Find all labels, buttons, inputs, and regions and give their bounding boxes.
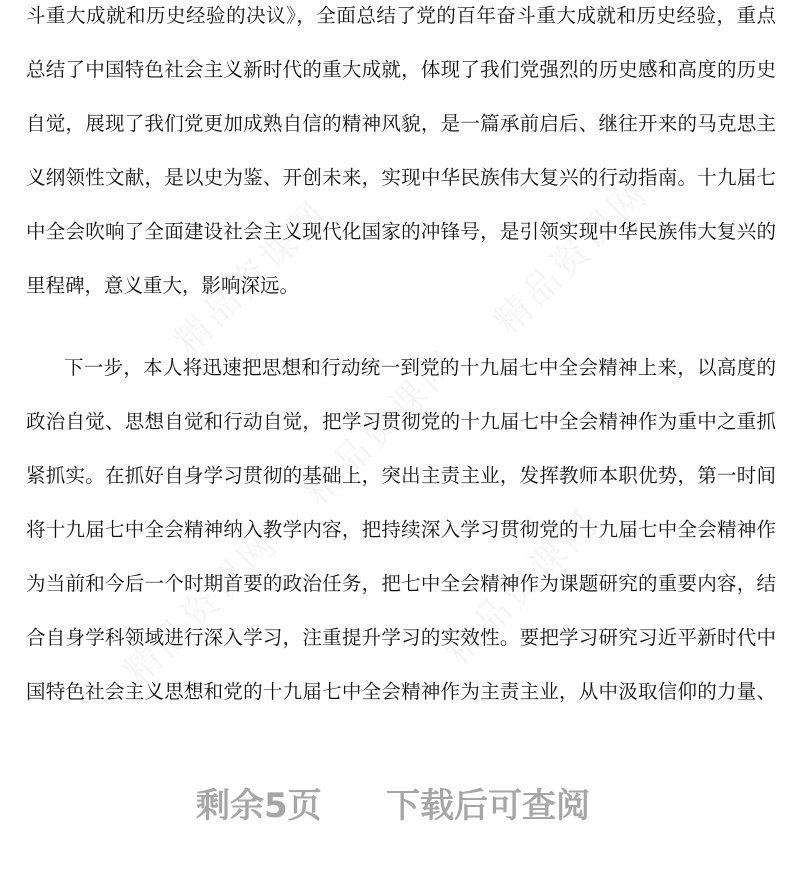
watermark <box>481 167 658 344</box>
text-line: 合自身学科领域进行深入学习，注重提升学习的实效性。要把学习研究习近平新时代中 <box>26 626 776 649</box>
text-line: 总结了中国特色社会主义新时代的重大成就，体现了我们党强烈的历史感和高度的历史 <box>26 58 776 81</box>
text-line: 国特色社会主义思想和党的十九届七中全会精神作为主责主业，从中汲取信仰的力量、 <box>26 680 776 703</box>
remaining-pages-label: 剩余5页 <box>196 786 322 826</box>
watermark <box>111 517 288 694</box>
text-line: 自觉，展现了我们党更加成熟自信的精神风貌，是一篇承前启后、继往开来的马克思主 <box>26 112 776 135</box>
text-line: 义纲领性文献，是以史为鉴、开创未来，实现中华民族伟大复兴的行动指南。十九届七 <box>26 166 776 189</box>
text-line: 中全会吹响了全面建设社会主义现代化国家的冲锋号，是引领实现中华民族伟大复兴的 <box>26 220 776 243</box>
download-prompt-bar[interactable] <box>0 778 800 826</box>
text-line: 斗重大成就和历史经验的决议》，全面总结了党的百年奋斗重大成就和历史经验，重点 <box>26 4 776 27</box>
text-line: 紧抓实。在抓好自身学习贯彻的基础上，突出主责主业，发挥教师本职优势，第一时间 <box>26 464 776 487</box>
text-line: 政治自觉、思想自觉和行动自觉，把学习贯彻党的十九届七中全会精神作为重中之重抓 <box>26 410 776 433</box>
text-line: 将十九届七中全会精神纳入教学内容，把持续深入学习贯彻党的十九届七中全会精神作 <box>26 518 776 541</box>
text-line: 为当前和今后一个时期首要的政治任务，把七中全会精神作为课题研究的重要内容，结 <box>26 572 776 595</box>
text-line: 里程碑，意义重大，影响深远。 <box>26 274 300 297</box>
text-line: 下一步，本人将迅速把思想和行动统一到党的十九届七中全会精神上来，以高度的 <box>64 356 776 379</box>
download-to-view-link[interactable]: 下载后可查阅 <box>386 786 590 826</box>
